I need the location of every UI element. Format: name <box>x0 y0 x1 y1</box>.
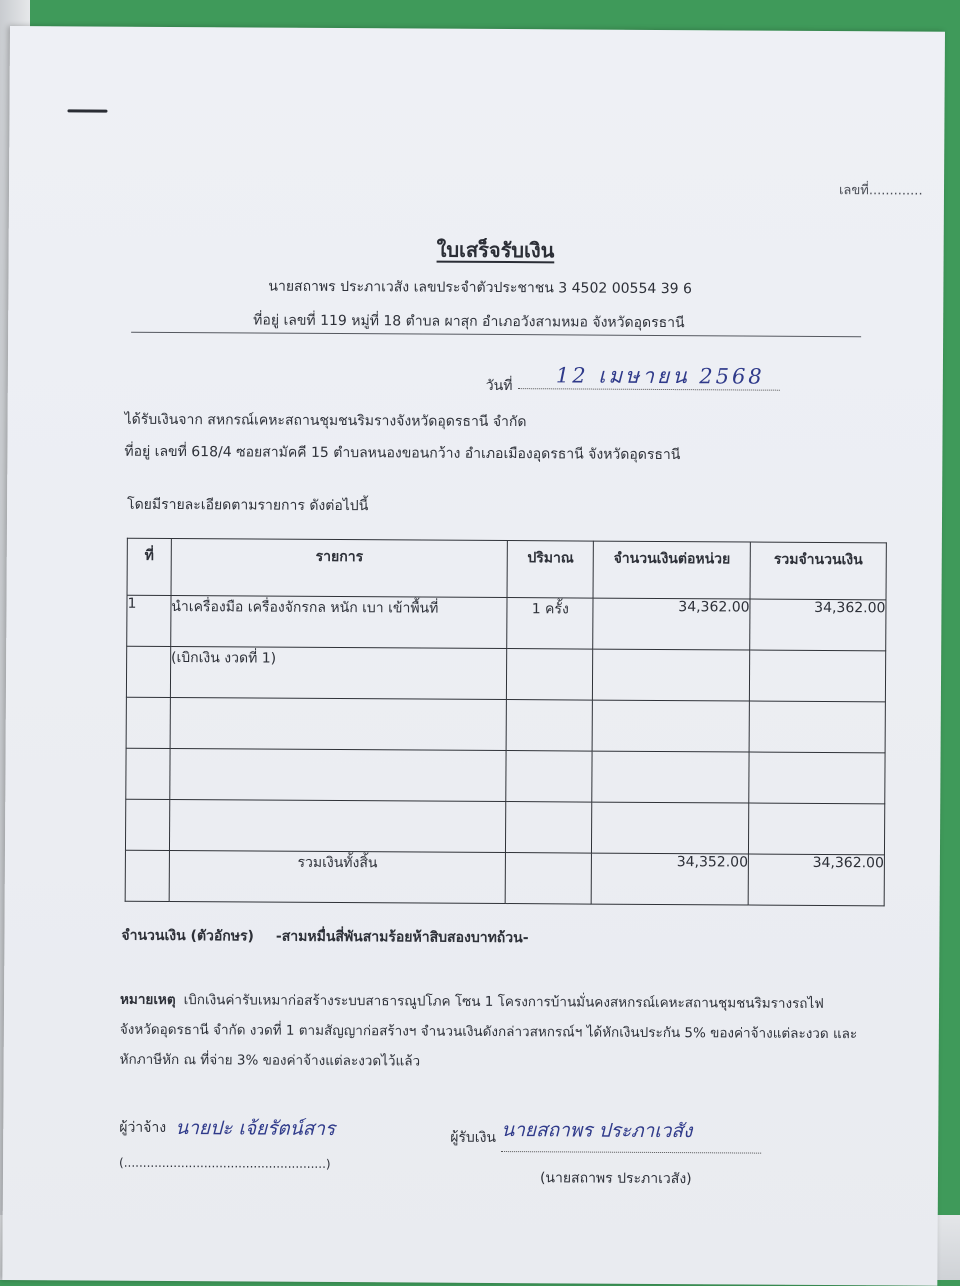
table-cell <box>507 649 593 701</box>
table-cell <box>125 799 169 850</box>
total-unit-amount: 34,352.00 <box>591 853 748 905</box>
header-cell: รายการ <box>171 538 508 597</box>
document-number: เลขที่............. <box>838 183 923 199</box>
table-cell <box>126 748 170 799</box>
total-sum-amount: 34,362.00 <box>748 854 884 906</box>
header-cell: ปริมาณ <box>507 541 593 599</box>
table-cell <box>506 802 592 854</box>
date-label: วันที่ <box>485 377 513 395</box>
payee-line: นายสถาพร ประภาเวสัง เลขประจำตัวประชาชน 3 4502 00554 39 6 <box>268 278 692 298</box>
table-cell: (เบิกเงิน งวดที่ 1) <box>170 646 507 699</box>
total-label: รวมเงินทั้งสิ้น <box>169 850 506 903</box>
remark-text: เบิกเงินค่ารับเหมาก่อสร้างระบบสาธารณูปโภค โซน 1 โครงการบ้านมั่นคงสหกรณ์เคหะสถานชุมชนริมรางรถไฟจังหวัดอุดรธานี จำกัด งวดที่ 1 ตามสัญญาก่อสร้างฯ จำนวนเงินดังกล่าวสหกรณ์ฯ ได้หักเงินประกัน 5% ของค่าจ้างแต่ละงวด และหักภาษีหัก ณ ที่จ่าย 3% ของค่าจ้างแต่ละงวดไว้แล้ว <box>119 992 858 1070</box>
received-from-address: ที่อยู่ เลขที่ 618/4 ซอยสามัคคี 15 ตำบลหนองขอนกว้าง อำเภอเมืองอุดรธานี จังหวัดอุดรธานี <box>124 443 681 464</box>
items-table <box>125 538 887 907</box>
table-header-row <box>127 538 886 600</box>
receiver-signature: นายสถาพร ประภาเวสัง <box>501 1119 693 1143</box>
table-cell <box>749 803 885 855</box>
employer-name-blank: (.....................................................) <box>119 1155 331 1171</box>
amount-in-words-label: จำนวนเงิน (ตัวอักษร) <box>121 927 255 945</box>
table-cell: นำเครื่องมือ เครื่องจักรกล หนัก เบา เข้าพื้นที่ <box>171 595 508 648</box>
receiver-signature-label: ผู้รับเงิน <box>450 1129 497 1146</box>
table-cell <box>592 700 749 752</box>
header-cell: รวมจำนวนเงิน <box>750 542 886 600</box>
table-cell <box>506 853 592 905</box>
receiver-signature-dotted-line <box>501 1150 761 1154</box>
document-title: ใบเสร็จรับเงิน <box>436 237 555 263</box>
table-cell <box>593 649 750 701</box>
date-handwritten: 12 เมษายน 2568 <box>555 363 765 389</box>
employer-signature-label: ผู้ว่าจ้าง <box>119 1119 167 1136</box>
details-intro: โดยมีรายละเอียดตามรายการ ดังต่อไปนี้ <box>127 496 369 515</box>
table-cell <box>592 751 749 803</box>
table-cell <box>592 802 749 854</box>
amount-in-words-value: -สามหมื่นสี่พันสามร้อยห้าสิบสองบาทถ้วน- <box>275 928 529 947</box>
table-row <box>127 595 886 651</box>
pen-mark <box>67 109 107 112</box>
receiver-printed-name: (นายสถาพร ประภาเวสัง) <box>539 1170 692 1188</box>
table-cell <box>749 752 885 804</box>
received-from: ได้รับเงินจาก สหกรณ์เคหะสถานชุมชนริมรางจังหวัดอุดรธานี จำกัด <box>124 411 527 431</box>
header-cell: จำนวนเงินต่อหน่วย <box>593 541 750 599</box>
payee-address: ที่อยู่ เลขที่ 119 หมู่ที่ 18 ตำบล ผาสุก อำเภอวังสามหมอ จังหวัดอุดรธานี <box>253 312 685 332</box>
amount-in-words <box>121 925 550 950</box>
receipt-paper <box>2 26 945 1286</box>
table-cell <box>749 701 885 753</box>
employer-signature: นายปะ เจ้ยรัตน์สาร <box>175 1117 336 1141</box>
table-cell <box>125 850 169 901</box>
table-cell <box>506 751 592 803</box>
table-cell <box>506 700 592 752</box>
table-cell <box>126 697 170 748</box>
table-row <box>126 697 885 753</box>
table-cell: 34,362.00 <box>750 599 886 651</box>
table-cell <box>170 697 507 750</box>
table-cell <box>126 646 170 697</box>
header-cell: ที่ <box>127 538 171 595</box>
table-cell: 1 ครั้ง <box>507 598 593 650</box>
table-cell <box>169 799 506 852</box>
remark <box>120 985 861 1080</box>
table-row <box>126 646 885 702</box>
table-total-row <box>125 850 884 906</box>
table-cell: 34,362.00 <box>593 598 750 650</box>
table-row <box>125 799 884 855</box>
table-cell <box>170 748 507 801</box>
table-row <box>126 748 885 804</box>
remark-label: หมายเหตุ <box>120 991 176 1009</box>
table-cell: 1 <box>127 595 171 646</box>
table-cell <box>749 650 885 702</box>
